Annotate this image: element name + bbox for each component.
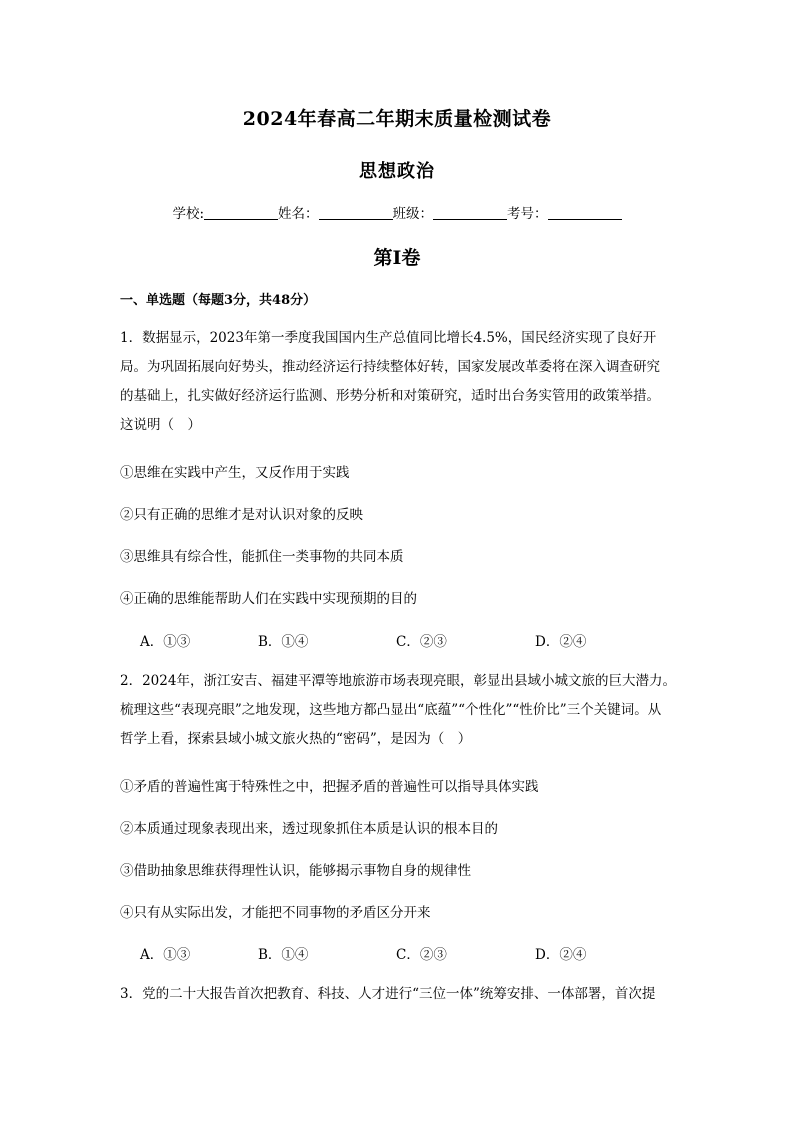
question-2-statement: ③借助抽象思维获得理性认识，能够揭示事物自身的规律性: [120, 863, 471, 879]
question-line: 梳理这些“表现亮眼”之地发现，这些地方都凸显出“底蕴”“个性化”“性价比”三个关键词。从: [120, 702, 662, 718]
question-line: 这说明（ ）: [120, 417, 201, 433]
question-1-statement: ①思维在实践中产生，又反作用于实践: [120, 465, 350, 481]
choice-d: D．②④: [535, 634, 587, 650]
question-line: 哲学上看，探索县域小城文旅火热的“密码”，是因为（ ）: [120, 731, 472, 747]
question-line: 局。为巩固拓展向好势头，推动经济运行持续整体好转，国家发展改革委将在深入调查研究: [120, 359, 660, 375]
question-2-stem: [120, 667, 690, 754]
choice-b: B．①④: [258, 947, 309, 963]
choice-a: A．①③: [140, 634, 191, 650]
exam-title: 2024年春高二年期末质量检测试卷: [242, 108, 552, 130]
question-line: 的基础上，扎实做好经济运行监测、形势分析和对策研究，适时出台务实管用的政策举措。: [120, 388, 660, 404]
question-2-statement: ①矛盾的普遍性寓于特殊性之中，把握矛盾的普遍性可以指导具体实践: [120, 779, 539, 795]
subject-title: 思想政治: [359, 161, 435, 182]
exam-no-label: 考号：: [507, 206, 548, 222]
question-1-statement: ④正确的思维能帮助人们在实践中实现预期的目的: [120, 591, 417, 607]
choice-a: A．①③: [140, 947, 191, 963]
volume-heading: 第Ⅰ卷: [373, 247, 421, 269]
choice-c: C．②③: [396, 947, 447, 963]
name-blank: [319, 205, 393, 220]
question-1-statement: ③思维具有综合性，能抓住一类事物的共同本质: [120, 549, 404, 565]
question-line: 1．数据显示，2023年第一季度我国国内生产总值同比增长4.5%，国民经济实现了良好开: [120, 330, 657, 346]
question-1-stem: [120, 324, 690, 440]
school-blank: [204, 205, 278, 220]
exam-no-blank: [548, 205, 622, 220]
class-label: 班级：: [392, 206, 434, 222]
choice-b: B．①④: [258, 634, 309, 650]
question-3-stem: [120, 980, 690, 1009]
choice-c: C．②③: [396, 634, 447, 650]
section-heading: 一、单选题（每题3分，共48分）: [120, 293, 317, 308]
choice-d: D．②④: [535, 947, 587, 963]
name-label: 姓名：: [278, 206, 319, 222]
question-line: 2．2024年，浙江安吉、福建平潭等地旅游市场表现亮眼，彰显出县域小城文旅的巨大潜力。: [120, 673, 676, 689]
question-1-statement: ②只有正确的思维才是对认识对象的反映: [120, 507, 363, 523]
school-label: 学校:: [172, 206, 205, 222]
student-info-line: [0, 202, 794, 222]
question-2-statement: ②本质通过现象表现出来，透过现象抓住本质是认识的根本目的: [120, 821, 498, 837]
class-blank: [433, 205, 507, 220]
question-2-statement: ④只有从实际出发，才能把不同事物的矛盾区分开来: [120, 905, 431, 921]
question-line: 3．党的二十大报告首次把教育、科技、人才进行“三位一体”统筹安排、一体部署，首次提: [120, 986, 656, 1002]
